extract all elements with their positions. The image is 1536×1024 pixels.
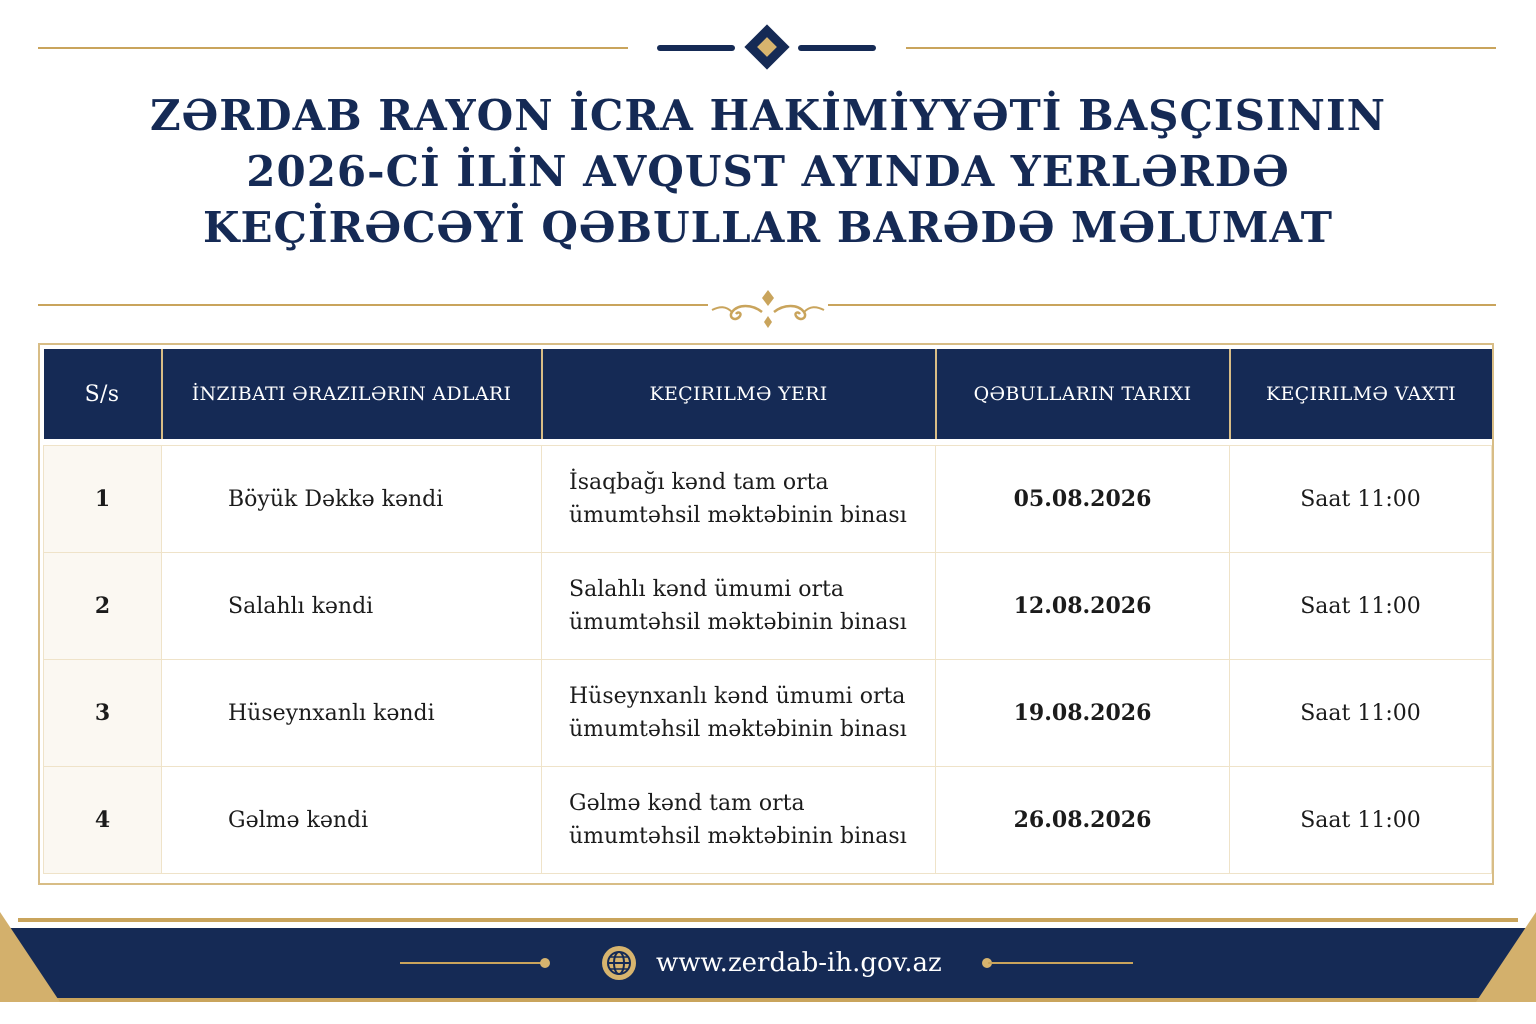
row-place-line-1: Gəlmə kənd tam orta <box>569 791 805 816</box>
row-place <box>542 767 936 874</box>
row-area: Gəlmə kəndi <box>162 767 542 874</box>
row-date: 26.08.2026 <box>936 767 1230 874</box>
header-time: KEÇIRILMƏ VAXTI <box>1230 349 1492 439</box>
table-row <box>44 553 1492 660</box>
row-place <box>542 660 936 767</box>
footer-wedge-left <box>0 912 60 1002</box>
website-link[interactable]: www.zerdab-ih.gov.az <box>656 948 942 978</box>
row-time: Saat 11:00 <box>1230 446 1492 553</box>
row-time: Saat 11:00 <box>1230 767 1492 874</box>
row-area: Salahlı kəndi <box>162 553 542 660</box>
flourish-ornament-icon <box>708 286 828 332</box>
row-area: Hüseynxanlı kəndi <box>162 660 542 767</box>
row-date: 19.08.2026 <box>936 660 1230 767</box>
title-line-2: 2026-Cİ İLİN AVQUST AYINDA YERLƏRDƏ <box>246 147 1290 196</box>
row-place-line-2: ümumtəhsil məktəbinin binası <box>569 503 907 528</box>
page-title <box>0 88 1536 256</box>
row-number: 2 <box>44 553 162 660</box>
footer-line-right <box>988 962 1133 964</box>
row-time: Saat 11:00 <box>1230 660 1492 767</box>
header-area: İNZIBATI ƏRAZILƏRIN ADLARI <box>162 349 542 439</box>
row-place-line-1: Salahlı kənd ümumi orta <box>569 577 844 602</box>
footer-wedge-right <box>1476 912 1536 1002</box>
top-rule-right <box>906 47 1496 49</box>
header-number: S/s <box>44 349 162 439</box>
table-row <box>44 767 1492 874</box>
row-number: 4 <box>44 767 162 874</box>
table-header-row <box>44 349 1492 439</box>
row-place <box>542 446 936 553</box>
globe-icon <box>600 944 638 982</box>
row-place-line-2: ümumtəhsil məktəbinin binası <box>569 610 907 635</box>
top-bar-left <box>657 45 735 51</box>
title-line-1: ZƏRDAB RAYON İCRA HAKİMİYYƏTİ BAŞÇISININ <box>150 91 1386 140</box>
table-row <box>44 660 1492 767</box>
diamond-ornament-icon <box>744 24 789 69</box>
title-line-3: KEÇİRƏCƏYİ QƏBULLAR BARƏDƏ MƏLUMAT <box>203 203 1333 252</box>
row-time: Saat 11:00 <box>1230 553 1492 660</box>
row-place-line-2: ümumtəhsil məktəbinin binası <box>569 824 907 849</box>
footer-gold-rule-top <box>18 918 1518 922</box>
top-rule-left <box>38 47 628 49</box>
row-place-line-1: Hüseynxanlı kənd ümumi orta <box>569 684 906 709</box>
row-date: 12.08.2026 <box>936 553 1230 660</box>
header-date: QƏBULLARIN TARIXI <box>936 349 1230 439</box>
row-number: 1 <box>44 446 162 553</box>
footer-gold-rule-bottom <box>0 998 1536 1002</box>
footer-dot-left <box>540 958 550 968</box>
reception-schedule-table <box>43 349 1492 874</box>
footer-line-left <box>400 962 545 964</box>
row-place-line-1: İsaqbağı kənd tam orta <box>569 470 829 495</box>
top-bar-right <box>798 45 876 51</box>
row-place-line-2: ümumtəhsil məktəbinin binası <box>569 717 907 742</box>
row-area: Böyük Dəkkə kəndi <box>162 446 542 553</box>
row-number: 3 <box>44 660 162 767</box>
row-date: 05.08.2026 <box>936 446 1230 553</box>
table-row <box>44 446 1492 553</box>
header-place: KEÇIRILMƏ YERI <box>542 349 936 439</box>
row-place <box>542 553 936 660</box>
